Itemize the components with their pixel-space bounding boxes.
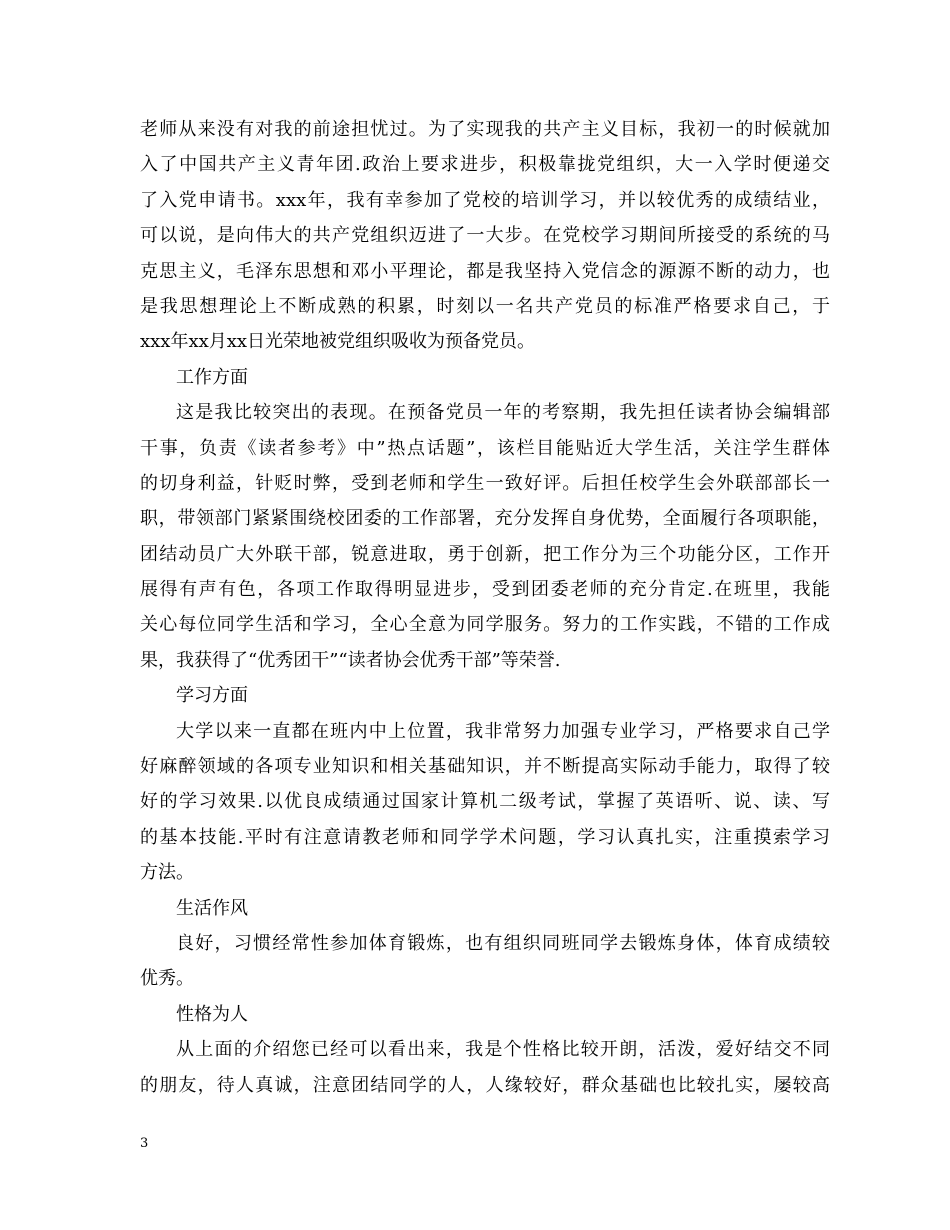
body-line: 老师从来没有对我的前途担忧过。为了实现我的共产主义目标，我初一的时候就加 [140, 119, 830, 140]
body-line: 是我思想理论上不断成熟的积累，时刻以一名共产党员的标准严格要求自己，于 [140, 295, 830, 317]
body-line: 好麻醉领域的各项专业知识和相关基础知识，并不断提高实际动手能力，取得了较 [140, 756, 830, 778]
body-line: 克思主义，毛泽东思想和邓小平理论，都是我坚持入党信念的源源不断的动力，也 [140, 260, 830, 282]
body-line: 了入党申请书。xxx年，我有幸参加了党校的培训学习，并以较优秀的成绩结业， [140, 189, 830, 211]
body-line: 良好，习惯经常性参加体育锻炼，也有组织同班同学去锻炼身体，体育成绩较 [176, 932, 830, 954]
body-line: 的朋友，待人真诚，注意团结同学的人，人缘较好，群众基础也比较扎实，屡较高 [140, 1074, 830, 1096]
body-line: 这是我比较突出的表现。在预备党员一年的考察期，我先担任读者协会编辑部 [176, 402, 830, 424]
document-body [140, 112, 830, 1103]
body-line: 方法。 [140, 862, 194, 884]
section-heading-personality: 性格为人 [176, 1003, 248, 1025]
body-line: 果，我获得了“优秀团干”“读者协会优秀干部”等荣誉. [140, 649, 561, 671]
body-line: 可以说，是向伟大的共产党组织迈进了一大步。在党校学习期间所接受的系统的马 [140, 225, 830, 247]
body-line: 大学以来一直都在班内中上位置，我非常努力加强专业学习，严格要求自己学 [176, 720, 830, 742]
body-line: xxx年xx月xx日光荣地被党组织吸收为预备党员。 [140, 331, 536, 353]
body-line: 的基本技能.平时有注意请教老师和同学学术问题，学习认真扎实，注重摸索学习 [140, 826, 830, 848]
section-heading-lifestyle: 生活作风 [176, 897, 248, 919]
body-line: 职，带领部门紧紧围绕校团委的工作部署，充分发挥自身优势，全面履行各项职能， [140, 508, 830, 530]
body-line: 关心每位同学生活和学习，全心全意为同学服务。努力的工作实践，不错的工作成 [140, 614, 830, 636]
body-line: 优秀。 [140, 968, 194, 990]
section-heading-work: 工作方面 [176, 366, 248, 388]
body-line: 好的学习效果.以优良成绩通过国家计算机二级考试，掌握了英语听、说、读、写 [140, 791, 830, 813]
body-line: 入了中国共产主义青年团.政治上要求进步，积极靠拢党组织，大一入学时便递交 [140, 154, 830, 176]
page-number: 3 [140, 1136, 149, 1151]
body-line: 干事，负责《读者参考》中”热点话题”，该栏目能贴近大学生活，关注学生群体 [140, 437, 830, 459]
section-heading-study: 学习方面 [176, 685, 248, 707]
body-line: 团结动员广大外联干部，锐意进取，勇于创新，把工作分为三个功能分区，工作开 [140, 543, 830, 565]
body-line: 的切身利益，针贬时弊，受到老师和学生一致好评。后担任校学生会外联部部长一 [140, 472, 830, 494]
body-line: 展得有声有色，各项工作取得明显进步，受到团委老师的充分肯定.在班里，我能 [140, 579, 830, 601]
body-line: 从上面的介绍您已经可以看出来，我是个性格比较开朗，活泼，爱好结交不同 [176, 1039, 830, 1061]
